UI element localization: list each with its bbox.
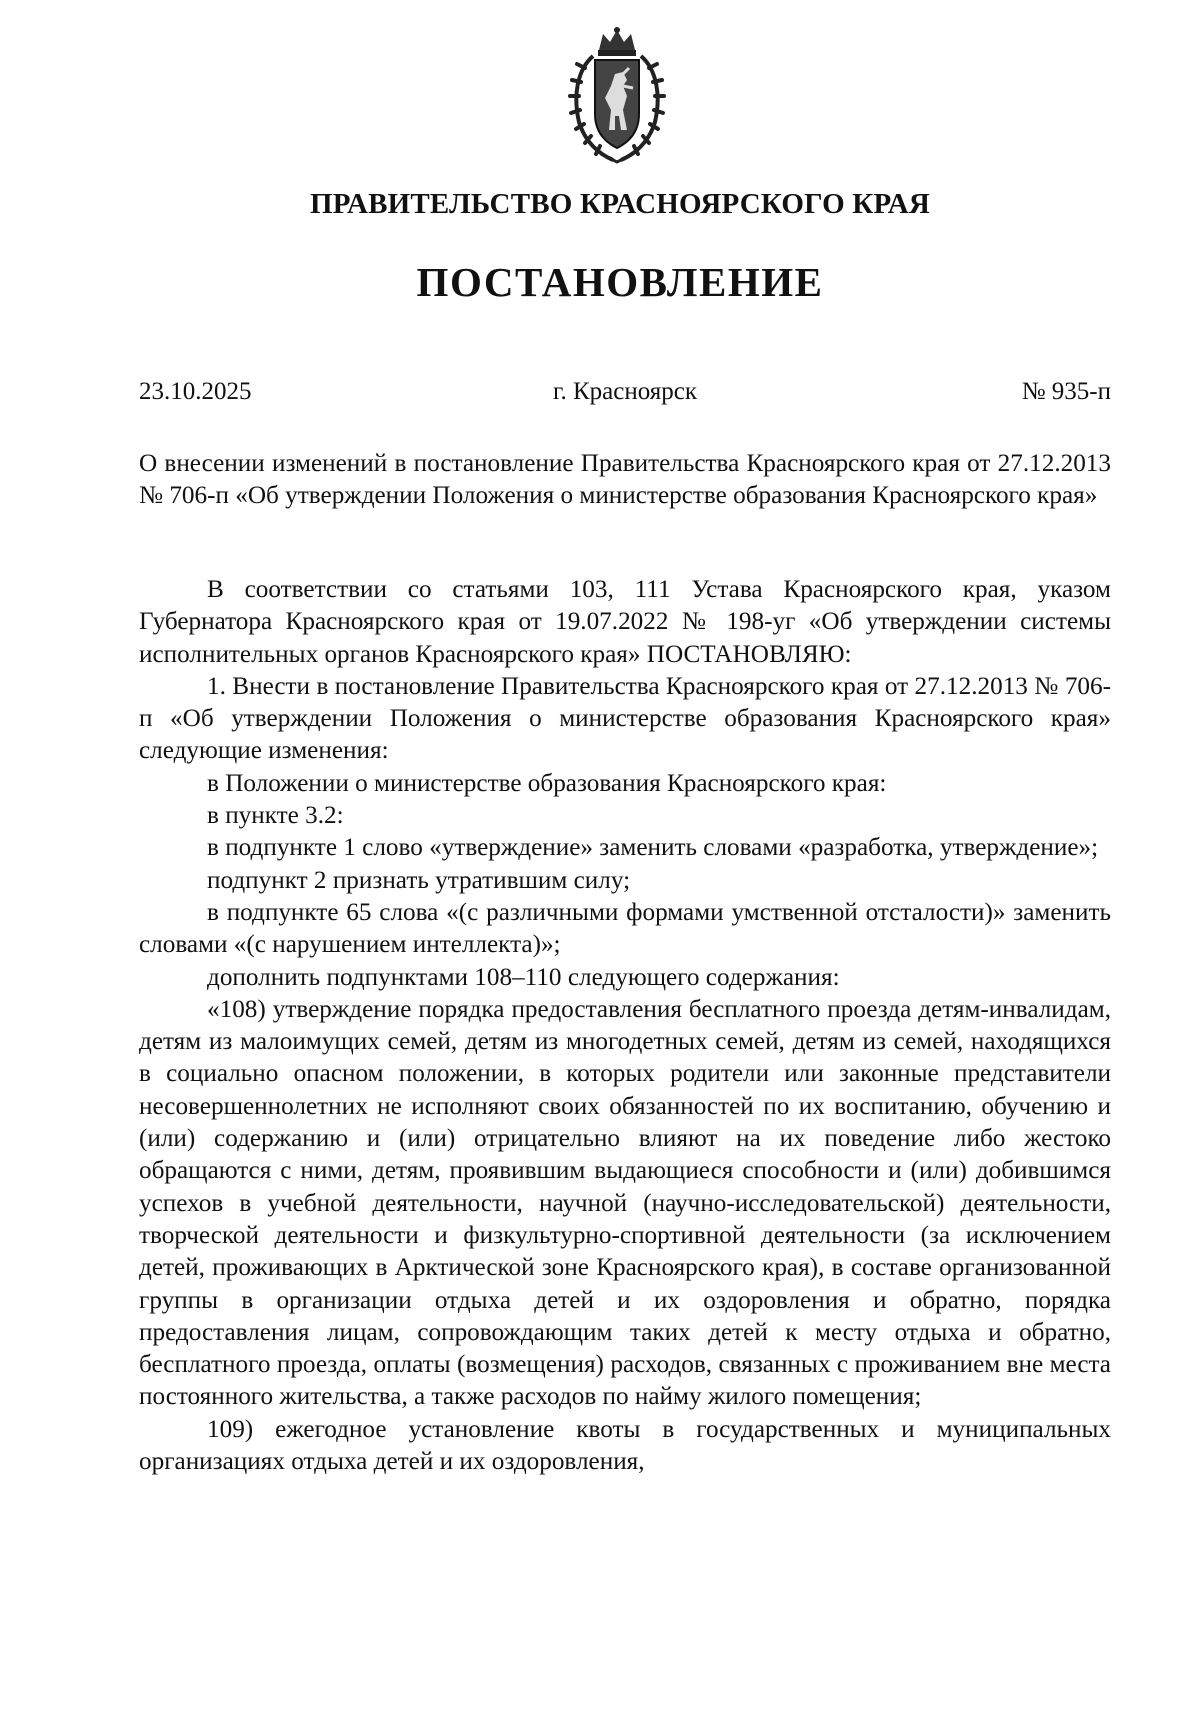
organization-title: ПРАВИТЕЛЬСТВО КРАСНОЯРСКОГО КРАЯ (309, 188, 931, 220)
document-city: г. Красноярск (553, 378, 697, 405)
body-paragraph: дополнить подпунктами 108–110 следующего содержания: (207, 963, 840, 991)
document-body (139, 574, 1111, 1478)
body-paragraph: 109) ежегодное установление квоты в государственных и муниципальных организациях отдыха детей и их оздоровления, (139, 1415, 1111, 1476)
body-paragraph: подпункт 2 признать утратившим силу; (207, 866, 631, 894)
body-paragraph: «108) утверждение порядка предоставления бесплатного проезда детям-инвалидам, детям из малоимущих семей, детям из многодетных семей, детям из семей, находящихся в социально опасном положении, в которых родители или законные представители несовершеннолетних не исполняют своих обязанностей по их воспитанию, обучению и (или) содержанию и (или) отрицательно влияют на их поведение либо жестоко обращаются с ними, детям, проявившим выдающиеся способности и (или) добившимся успехов в учебной деятельности, научной (научно-исследовательской) деятельности, творческой деятельности и физкультурно-спортивной деятельности (за исключением детей, проживающих в Арктической зоне Красноярского края), в составе организованной группы в организации отдыха детей и их оздоровления и обратно, порядка предоставления лицам, сопровождающим таких детей к месту отдыха и обратно, бесплатного проезда, оплаты (возмещения) расходов, связанных с проживанием вне места постоянного жительства, а также расходов по найму жилого помещения; (139, 995, 1111, 1411)
body-paragraph: 1. Внести в постановление Правительства Красноярского края от 27.12.2013 № 706-п «Об утверждении Положения о министерстве образования Красноярского края» следующие изменения: (139, 672, 1111, 765)
coat-of-arms-icon (565, 26, 669, 164)
body-paragraph: В соответствии со статьями 103, 111 Устава Красноярского края, указом Губернатора Красноярского края от 19.07.2022 № 198-уг «Об утверждении системы исполнительных органов Красноярского края» ПОСТАНОВЛЯЮ: (139, 576, 1111, 668)
document-date: 23.10.2025 (139, 378, 252, 405)
document-subject: О внесении изменений в постановление Правительства Красноярского края от 27.12.2013 № 706-п «Об утверждении Положения о министерстве образования Красноярского края» (139, 450, 1111, 510)
document-type-title: ПОСТАНОВЛЕНИЕ (416, 259, 824, 305)
document-meta-row (139, 378, 1111, 418)
body-paragraph: в подпункте 1 слово «утверждение» заменить словами «разработка, утверждение»; (207, 834, 1099, 862)
body-paragraph: в пункте 3.2: (207, 802, 344, 830)
body-paragraph: в подпункте 65 слова «(с различными формами умственной отсталости)» заменить словами «(с нарушением интеллекта)»; (139, 898, 1111, 959)
body-paragraph: в Положении о министерстве образования Красноярского края: (207, 769, 887, 797)
document-number: № 935-п (1021, 378, 1111, 405)
